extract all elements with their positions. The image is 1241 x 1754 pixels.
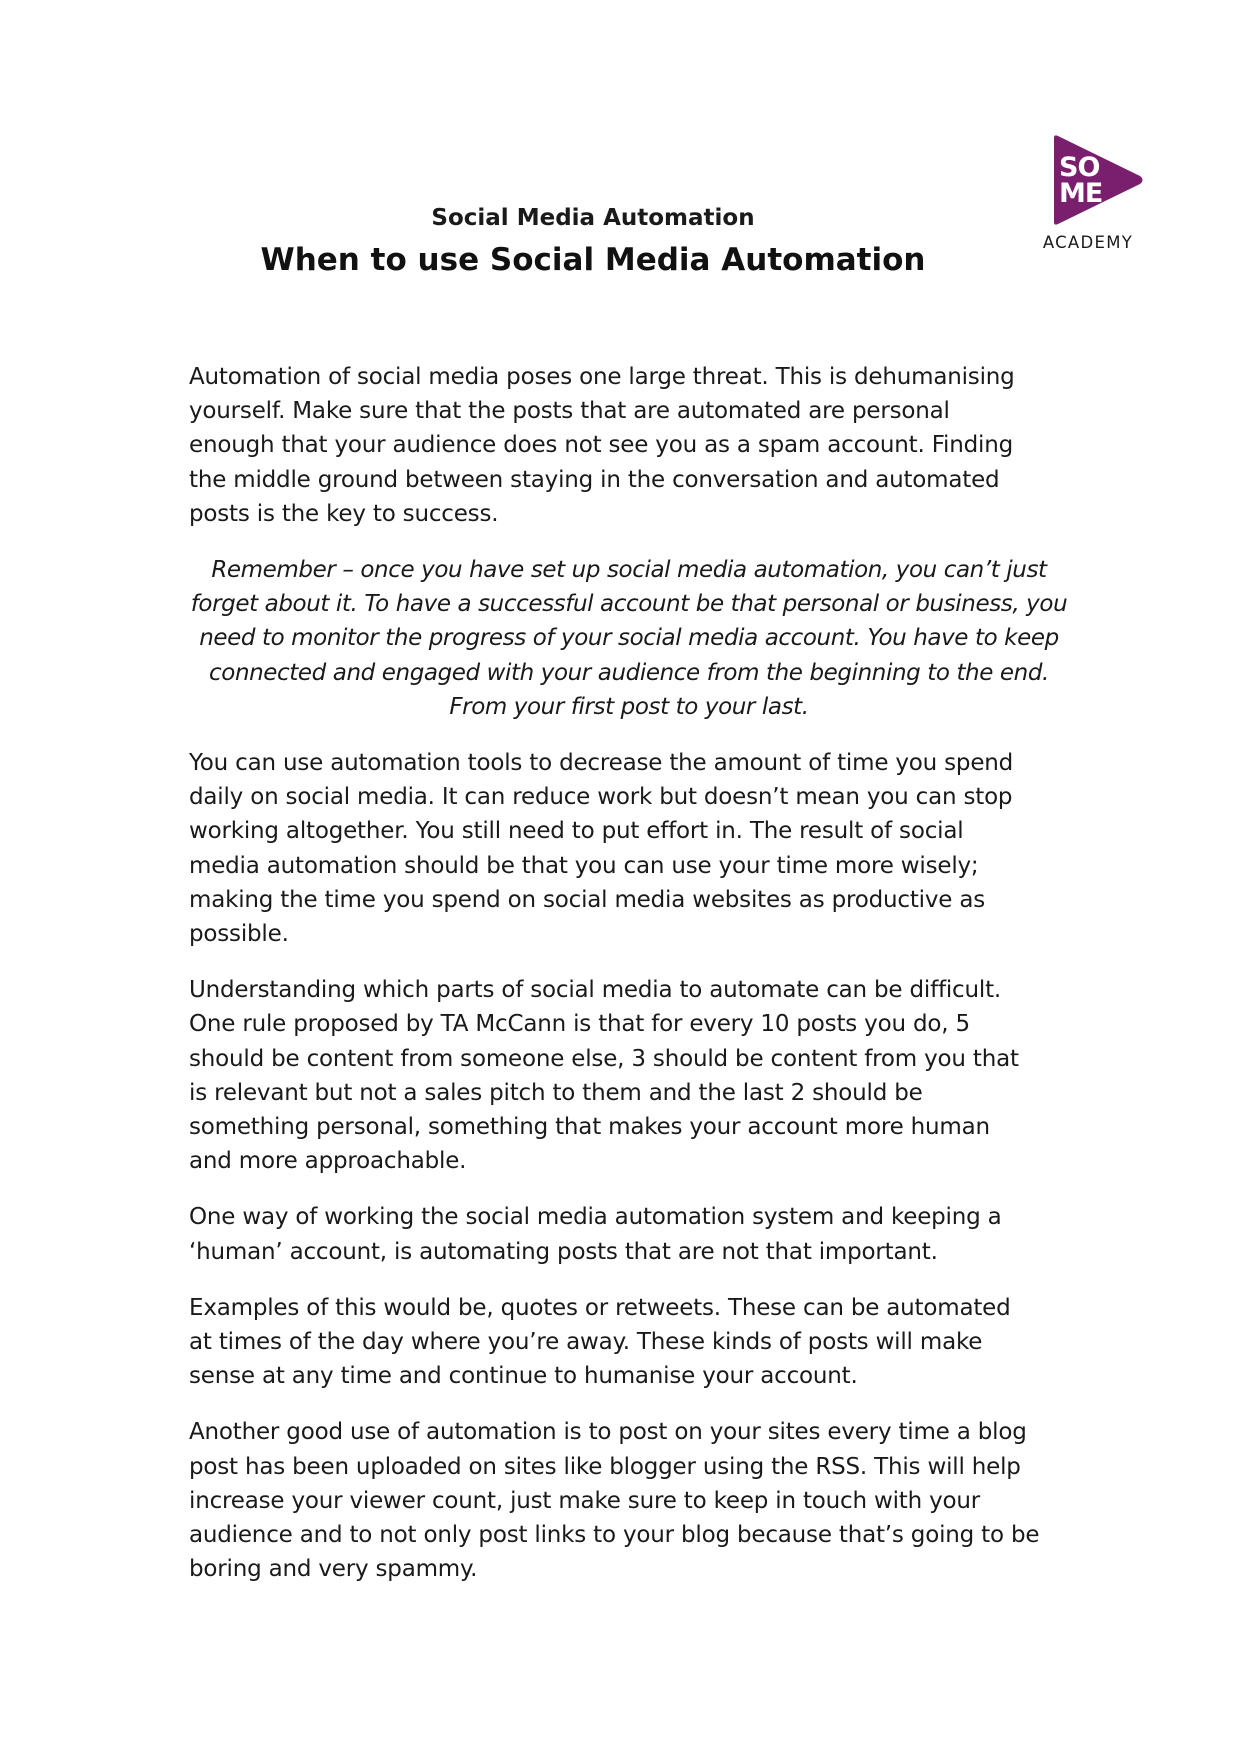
svg-text:SO: SO bbox=[1059, 152, 1100, 183]
text-line: is relevant but not a sales pitch to them and the last 2 should be bbox=[189, 1079, 923, 1106]
paragraph-rss bbox=[189, 1415, 1069, 1586]
paragraph-rule-of-thumb bbox=[189, 973, 1069, 1178]
text-line: yourself. Make sure that the posts that are automated are personal bbox=[189, 398, 950, 425]
quote-line: need to monitor the progress of your social media account. You have to keep bbox=[199, 625, 1059, 652]
text-line: posts is the key to success. bbox=[189, 500, 499, 527]
quote-line: From your first post to your last. bbox=[449, 693, 809, 720]
text-line: One way of working the social media automation system and keeping a bbox=[189, 1204, 1002, 1231]
text-line: boring and very spammy. bbox=[189, 1556, 478, 1583]
document-body bbox=[189, 360, 1069, 1609]
paragraph-intro bbox=[189, 360, 1069, 531]
text-line: making the time you spend on social media websites as productive as bbox=[189, 886, 986, 913]
some-academy-logo bbox=[1028, 134, 1148, 259]
text-line: One rule proposed by TA McCann is that for every 10 posts you do, 5 bbox=[189, 1011, 970, 1038]
text-line: Another good use of automation is to post on your sites every time a blog bbox=[189, 1419, 1027, 1446]
text-line: Understanding which parts of social media to automate can be difficult. bbox=[189, 977, 1002, 1004]
text-line: increase your viewer count, just make sure to keep in touch with your bbox=[189, 1487, 980, 1514]
text-line: daily on social media. It can reduce work but doesn’t mean you can stop bbox=[189, 784, 1013, 811]
paragraph-examples bbox=[189, 1291, 1069, 1394]
text-line: something personal, something that makes your account more human bbox=[189, 1114, 990, 1141]
svg-text:ME: ME bbox=[1059, 178, 1103, 209]
text-line: ‘human’ account, is automating posts that are not that important. bbox=[189, 1238, 938, 1265]
logo-wordmark: ACADEMY bbox=[1042, 233, 1134, 252]
text-line: post has been uploaded on sites like blogger using the RSS. This will help bbox=[189, 1453, 1021, 1480]
text-line: possible. bbox=[189, 921, 289, 948]
text-line: Examples of this would be, quotes or retweets. These can be automated bbox=[189, 1294, 1011, 1321]
document-kicker: Social Media Automation bbox=[431, 205, 755, 231]
quote-line: connected and engaged with your audience from the beginning to the end. bbox=[209, 659, 1049, 686]
quote-line: forget about it. To have a successful account be that personal or business, you bbox=[190, 591, 1068, 618]
text-line: Automation of social media poses one large threat. This is dehumanising bbox=[189, 364, 1015, 390]
text-line: You can use automation tools to decrease the amount of time you spend bbox=[189, 750, 1014, 777]
text-line: media automation should be that you can use your time more wisely; bbox=[189, 852, 979, 879]
page-title: When to use Social Media Automation bbox=[260, 242, 926, 278]
paragraph-time-saving bbox=[189, 746, 1069, 951]
text-line: audience and to not only post links to your blog because that’s going to be bbox=[189, 1522, 1040, 1549]
text-line: working altogether. You still need to put effort in. The result of social bbox=[189, 818, 964, 845]
text-line: sense at any time and continue to humanise your account. bbox=[189, 1363, 858, 1390]
text-line: the middle ground between staying in the conversation and automated bbox=[189, 466, 1000, 493]
quote-line: Remember – once you have set up social media automation, you can’t just bbox=[211, 557, 1047, 584]
text-line: and more approachable. bbox=[189, 1148, 467, 1175]
text-line: enough that your audience does not see you as a spam account. Finding bbox=[189, 432, 1013, 459]
paragraph-human-account bbox=[189, 1200, 1069, 1268]
text-line: should be content from someone else, 3 should be content from you that bbox=[189, 1045, 1019, 1072]
text-line: at times of the day where you’re away. These kinds of posts will make bbox=[189, 1329, 983, 1356]
pull-quote bbox=[189, 553, 1069, 724]
